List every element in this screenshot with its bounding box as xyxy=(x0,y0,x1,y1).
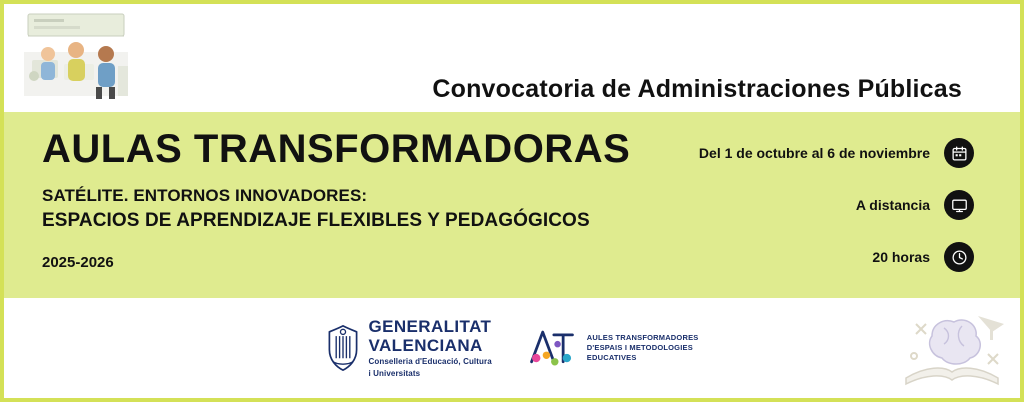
calendar-icon xyxy=(944,138,974,168)
at-mark-icon xyxy=(526,324,578,373)
info-row-duration xyxy=(872,242,974,272)
subtitle-line-1: SATÉLITE. ENTORNOS INNOVADORES: xyxy=(42,186,368,205)
monitor-icon xyxy=(944,190,974,220)
info-label-dates: Del 1 de octubre al 6 de noviembre xyxy=(698,145,930,161)
poster-footer xyxy=(4,298,1020,398)
clock-icon xyxy=(944,242,974,272)
academic-years: 2025-2026 xyxy=(42,254,114,271)
at-line-2: D'ESPAIS I METODOLOGIES xyxy=(586,342,693,352)
gva-text-block xyxy=(369,317,492,379)
at-line-1: AULES TRANSFORMADORES xyxy=(586,332,699,342)
gva-department-line-1: Conselleria d'Educació, Cultura xyxy=(368,357,492,367)
subtitle-line-2: ESPACIOS DE APRENDIZAJE FLEXIBLES Y PEDAGÓGICOS xyxy=(42,210,590,231)
course-info-list xyxy=(699,138,974,272)
gva-shield-icon xyxy=(326,324,360,372)
main-band xyxy=(4,112,1020,298)
brain-book-illustration-icon xyxy=(892,300,1012,396)
info-row-dates xyxy=(699,138,974,168)
gva-name-line-2: VALENCIANA xyxy=(368,336,483,356)
main-title: AULAS TRANSFORMADORAS xyxy=(42,127,631,171)
band-text-block xyxy=(42,128,682,271)
classroom-illustration-icon xyxy=(14,6,138,110)
at-text-block xyxy=(587,333,699,363)
at-line-3: EDUCATIVES xyxy=(586,353,637,363)
info-row-modality xyxy=(856,190,974,220)
info-label-duration: 20 horas xyxy=(872,249,930,265)
gva-name-line-1: GENERALITAT xyxy=(368,317,492,337)
header-title: Convocatoria de Administraciones Públicas xyxy=(432,75,962,103)
info-label-modality: A distancia xyxy=(855,197,930,213)
gva-department-line-2: i Universitats xyxy=(368,369,421,379)
aules-transformadores-logo xyxy=(526,324,699,373)
poster-header xyxy=(4,4,1020,112)
generalitat-valenciana-logo xyxy=(326,317,492,379)
